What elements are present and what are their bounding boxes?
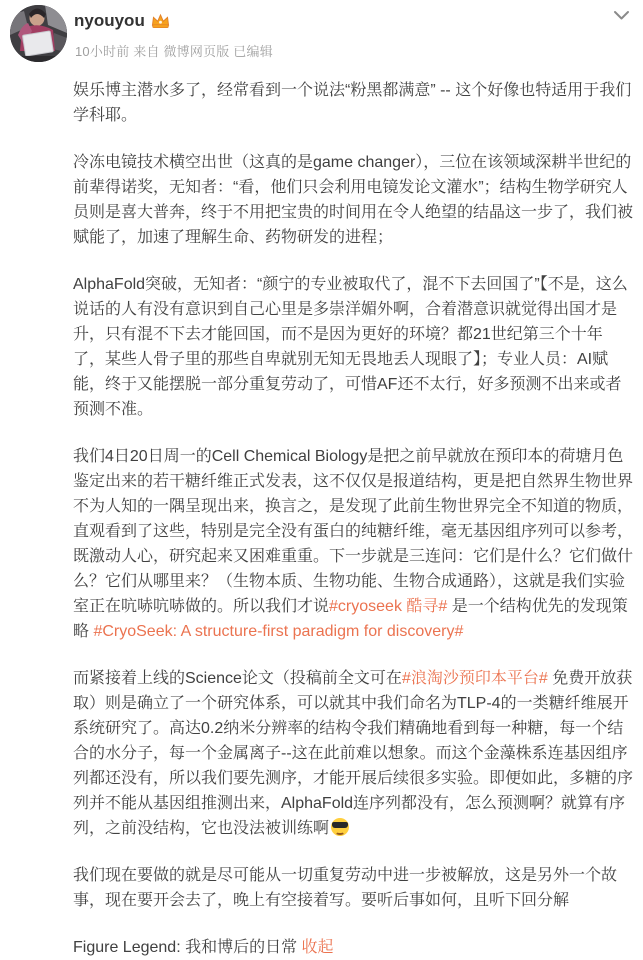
post-paragraph [73,78,633,128]
post-paragraph [73,863,633,913]
chevron-down-icon[interactable] [613,10,630,21]
sunglasses-emoji [331,818,349,836]
paragraph-text: Figure Legend: 我和博后的日常 [73,939,302,956]
avatar[interactable] [10,5,67,62]
paragraph-text: 免费开放获取）则是确立了一个研究体系，可以就其中我们命名为TLP-4的一类糖纤维展开系统研究了。高达0.2纳米分辨率的结构令我们精确地看到每一种糖，每一个结合的水分子，每一个金属离子--这在此前难以想象。而这个金藻株系连基因组序列都还没有，所以我们要先测序，才能开展后续很多实验。即便如此，多糖的序列并不能从基因组推测出来，AlphaFold连序列都没有，怎么预测啊？就算有序列，之前没结构，它也没法被训练啊 [73,670,634,837]
post-paragraph [73,272,633,422]
user-row [74,11,170,31]
post-paragraph [73,444,633,644]
paragraph-text: AlphaFold突破，无知者：“颜宁的专业被取代了，混不下去回国了”【不是，这么说话的人有没有意识到自己心里是多崇洋媚外啊，合着潜意识就觉得出国才是升，只有混不下去才能回国，而不是因为更好的环境？都21世纪第三个十年了，某些人骨子里的那些自卑就别无知无畏地丢人现眼了】；专业人员：AI赋能，终于又能摆脱一部分重复劳动了，可惜AF还不太行，好多预测不出来或者预测不准。 [73,276,628,418]
username[interactable]: nyouyou [74,11,145,30]
paragraph-text: 娱乐博主潜水多了，经常看到一个说法“粉黑都满意” -- 这个好像也特适用于我们学科耶。 [73,82,632,124]
paragraph-text: 我们4日20日周一的Cell Chemical Biology是把之前早就放在预印本的荷塘月色鉴定出来的若干糖纤维正式发表，这不仅仅是报道结构，更是把自然界生物世界不为人知的一隅呈现出来，换言之，是发现了此前生物世界完全不知道的物质，直观看到了这些，特别是完全没有蛋白的纯糖纤维，毫无基因组序列可以参考，既激动人心，研究起来又困难重重。下一步就是三连问：它们是什么？它们做什么？它们从哪里来？（生物本质、生物功能、生物合成通路），这就是我们实验室正在吭哧吭哧做的。所以我们才说 [73,448,634,615]
post-paragraph [73,150,633,250]
hashtag-langtaosha-preprint[interactable]: #浪淘沙预印本平台# [401,670,548,687]
post-paragraph [73,666,633,841]
paragraph-text: 冷冻电镜技术横空出世（这真的是game changer），三位在该领域深耕半世纪的前辈得诺奖，无知者：“看，他们只会利用电镜发论文灌水”；结构生物学研究人员则是喜大普奔，终于不用把宝贵的时间用在令人绝望的结晶这一步了，我们被赋能了，加速了理解生命、药物研发的进程； [73,154,634,246]
hashtag-cryoseek-en[interactable]: #CryoSeek: A structure-first paradigm for discovery# [93,623,464,640]
paragraph-text: 是一个结构优先的发现策略 [73,598,628,640]
vip-crown-icon[interactable] [151,13,170,29]
post-header [0,0,643,72]
post-paragraph [73,935,633,960]
collapse-link[interactable]: 收起 [301,939,334,956]
avatar-image [10,5,67,62]
post-body [0,72,643,960]
hashtag-cryoseek[interactable]: #cryoseek 酷寻# [329,598,448,615]
paragraph-text: 我们现在要做的就是尽可能从一切重复劳动中进一步被解放，这是另外一个故事，现在要开会去了，晚上有空接着写。要听后事如何，且听下回分解 [73,867,618,909]
paragraph-text: 而紧接着上线的Science论文（投稿前全文可在 [73,670,402,687]
post-meta: 10小时前 来自 微博网页版 已编辑 [75,44,273,59]
